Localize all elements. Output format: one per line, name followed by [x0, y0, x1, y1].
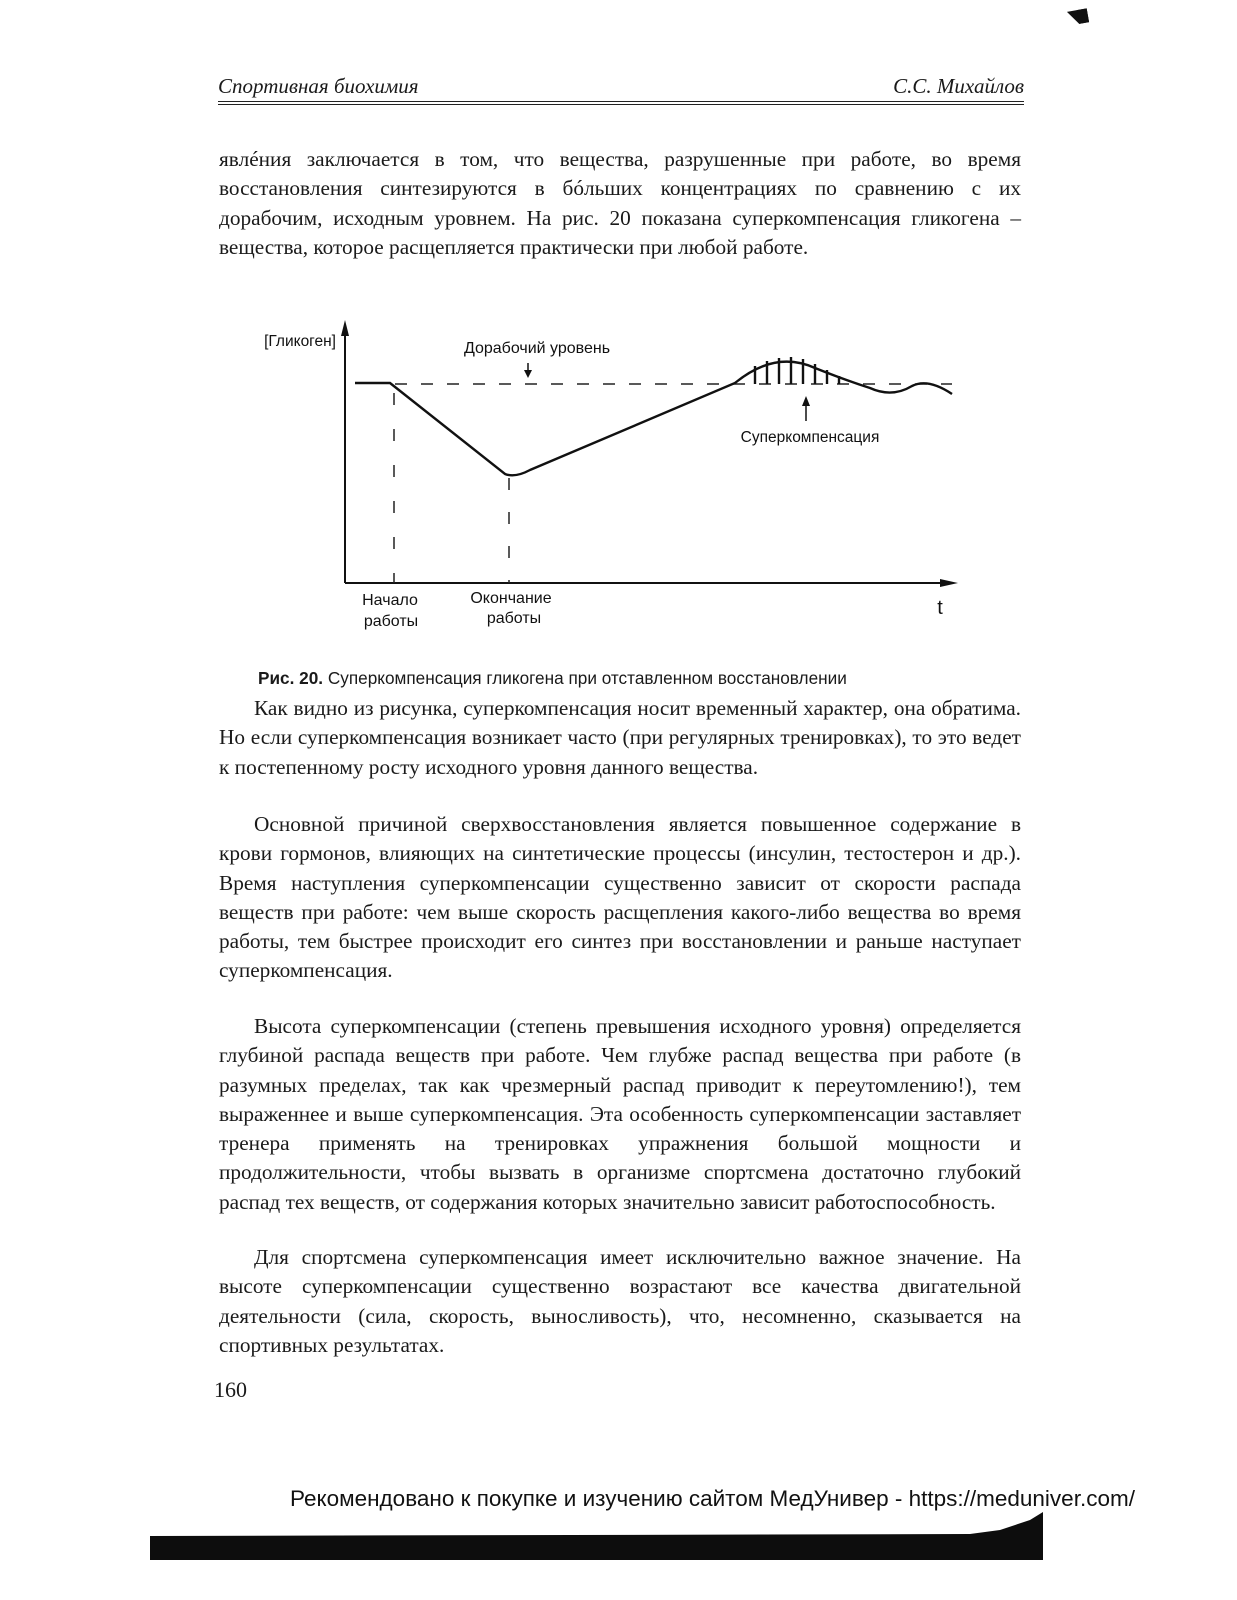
x-axis-label: t	[937, 597, 943, 619]
supercompensation-hatch	[755, 357, 839, 384]
caption-text: Суперкомпенсация гликогена при отставленном восстановлении	[323, 668, 847, 688]
header-author: С.С. Михайлов	[893, 74, 1024, 98]
caption-number: Рис. 20.	[258, 668, 324, 688]
peak-label: Суперкомпенсация	[740, 429, 880, 446]
end-label-line1: Окончание	[470, 590, 552, 607]
figure-svg	[240, 318, 1000, 648]
footer-scan-bar	[150, 1512, 1050, 1564]
footer-recommendation: Рекомендовано к покупке и изучению сайтом МедУнивер - https://meduniver.com/	[290, 1486, 1135, 1511]
figure-glycogen-supercompensation	[240, 318, 1000, 648]
page-number: 160	[214, 1377, 247, 1402]
running-header	[218, 74, 1024, 99]
paragraph-intro: явлéния заключается в том, что вещества, разрушенные при работе, во время восстановления синтезируются в бóльших концентрациях по сравнению с их дорабочим, исходным уровнем. На рис. 20 показана суперкомпенсация гликогена – вещества, которое расщепляется практически при любой работе.	[219, 147, 1021, 259]
header-book-title: Спортивная биохимия	[218, 74, 419, 98]
start-label-line1: Начало	[362, 592, 418, 609]
figure-caption	[258, 668, 1018, 689]
header-rule-bottom	[218, 104, 1024, 105]
paragraph-cause: Основной причиной сверхвосстановления является повышенное содержание в крови гормонов, влияющих на синтетические процессы (инсулин, тестостерон и др.). Время наступления суперкомпенсации существенно зависит от скорости распада веществ при работе: чем выше скорость расщепления какого-либо вещества во время работы, тем быстрее происходит его синтез при восстановлении и раньше наступает суперкомпенсация.	[219, 812, 1021, 983]
start-label-line2: работы	[363, 613, 419, 630]
end-label-line2: работы	[486, 610, 542, 627]
paragraph-temporary: Как видно из рисунка, суперкомпенсация носит временный характер, она обратима. Но если суперкомпенсация возникает часто (при регулярных тренировках), то это ведет к постепенному росту исходного уровня данного вещества.	[219, 696, 1021, 779]
corner-scan-mark	[1067, 8, 1089, 25]
baseline-label: Дорабочий уровень	[463, 340, 611, 357]
y-axis-label: [Гликоген]	[264, 333, 336, 350]
header-rule-top	[218, 101, 1024, 102]
paragraph-height: Высота суперкомпенсации (степень превышения исходного уровня) определяется глубиной распада веществ при работе. Чем глубже распад вещества при работе (в разумных пределах, так как чрезмерный распад приводит к переутомлению!), тем выраженнее и выше суперкомпенсация. Эта особенность суперкомпенсации заставляет тренера применять на тренировках упражнения большой мощности и продолжительности, чтобы вызвать в организме спортсмена достаточно глубокий распад тех веществ, от содержания которых значительно зависит работоспособность.	[219, 1014, 1021, 1214]
baseline-label-arrow-icon	[524, 370, 532, 378]
peak-label-arrow-icon	[802, 396, 810, 406]
y-axis-arrow-icon	[341, 320, 349, 336]
paragraph-importance: Для спортсмена суперкомпенсация имеет исключительно важное значение. На высоте суперкомпенсации существенно возрастают все качества двигательной деятельности (сила, скорость, выносливость), что, несомненно, сказывается на спортивных результатах.	[219, 1245, 1021, 1357]
glycogen-curve	[355, 362, 952, 476]
x-axis-arrow-icon	[940, 579, 958, 587]
